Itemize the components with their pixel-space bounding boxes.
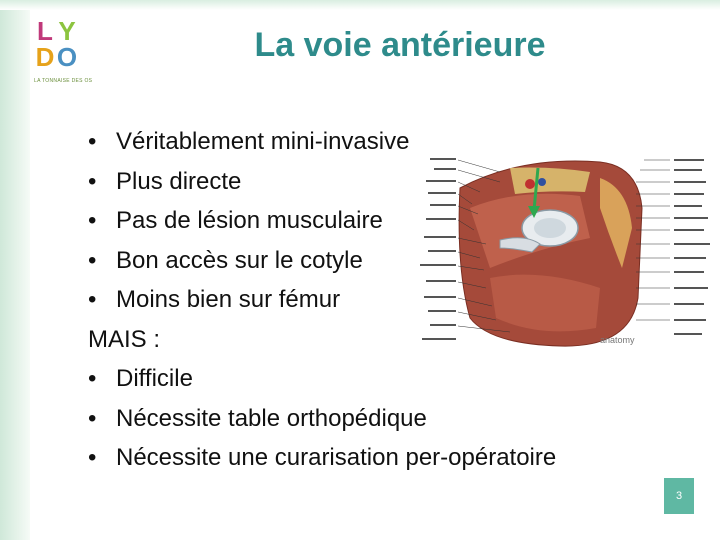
bullet-text: Nécessite table orthopédique [116,404,427,432]
bullet-symbol: • [88,404,97,432]
bullet-item [88,399,556,439]
bullet-symbol: • [88,246,97,274]
bullet-symbol: • [88,365,97,392]
bullet-symbol: • [88,128,97,155]
anatomy-watermark: anatomy [600,335,635,345]
logo-letter-d: D [35,42,55,72]
page-number-badge: 3 [664,478,694,514]
logo-letter-y: Y [58,16,76,46]
logo-tagline: LA TONNAISE DES OS [34,78,93,84]
bullet-symbol: • [88,286,97,313]
bullet-text: Difficile [116,365,193,392]
logo-letter-l: L [37,16,53,46]
bullet-text: Véritablement mini-invasive [116,128,410,155]
bullet-text: Pas de lésion musculaire [116,207,383,234]
bullet-symbol: • [88,207,97,234]
bullet-item [88,241,556,281]
logo-letter-o: O [56,42,78,72]
bullet-item [88,162,556,202]
top-decor-band [0,0,720,10]
bullet-item [88,122,556,162]
bullet-text: Plus directe [116,167,242,195]
bullet-text: Moins bien sur fémur [116,286,341,313]
bullet-text: Nécessite une curarisation per-opératoire [116,444,557,471]
bullet-item [88,280,556,320]
bullet-symbol: • [88,444,97,471]
lydo-logo [34,18,98,88]
bullet-symbol: • [88,167,97,195]
bullet-item [88,359,556,399]
bullet-item [88,438,556,478]
bullet-text: Bon accès sur le cotyle [116,246,363,274]
left-decor-band [0,0,30,540]
slide-title: La voie antérieure [254,26,546,64]
bullet-item [88,201,556,241]
bullet-list [88,122,556,478]
mais-label: MAIS : [88,325,161,353]
